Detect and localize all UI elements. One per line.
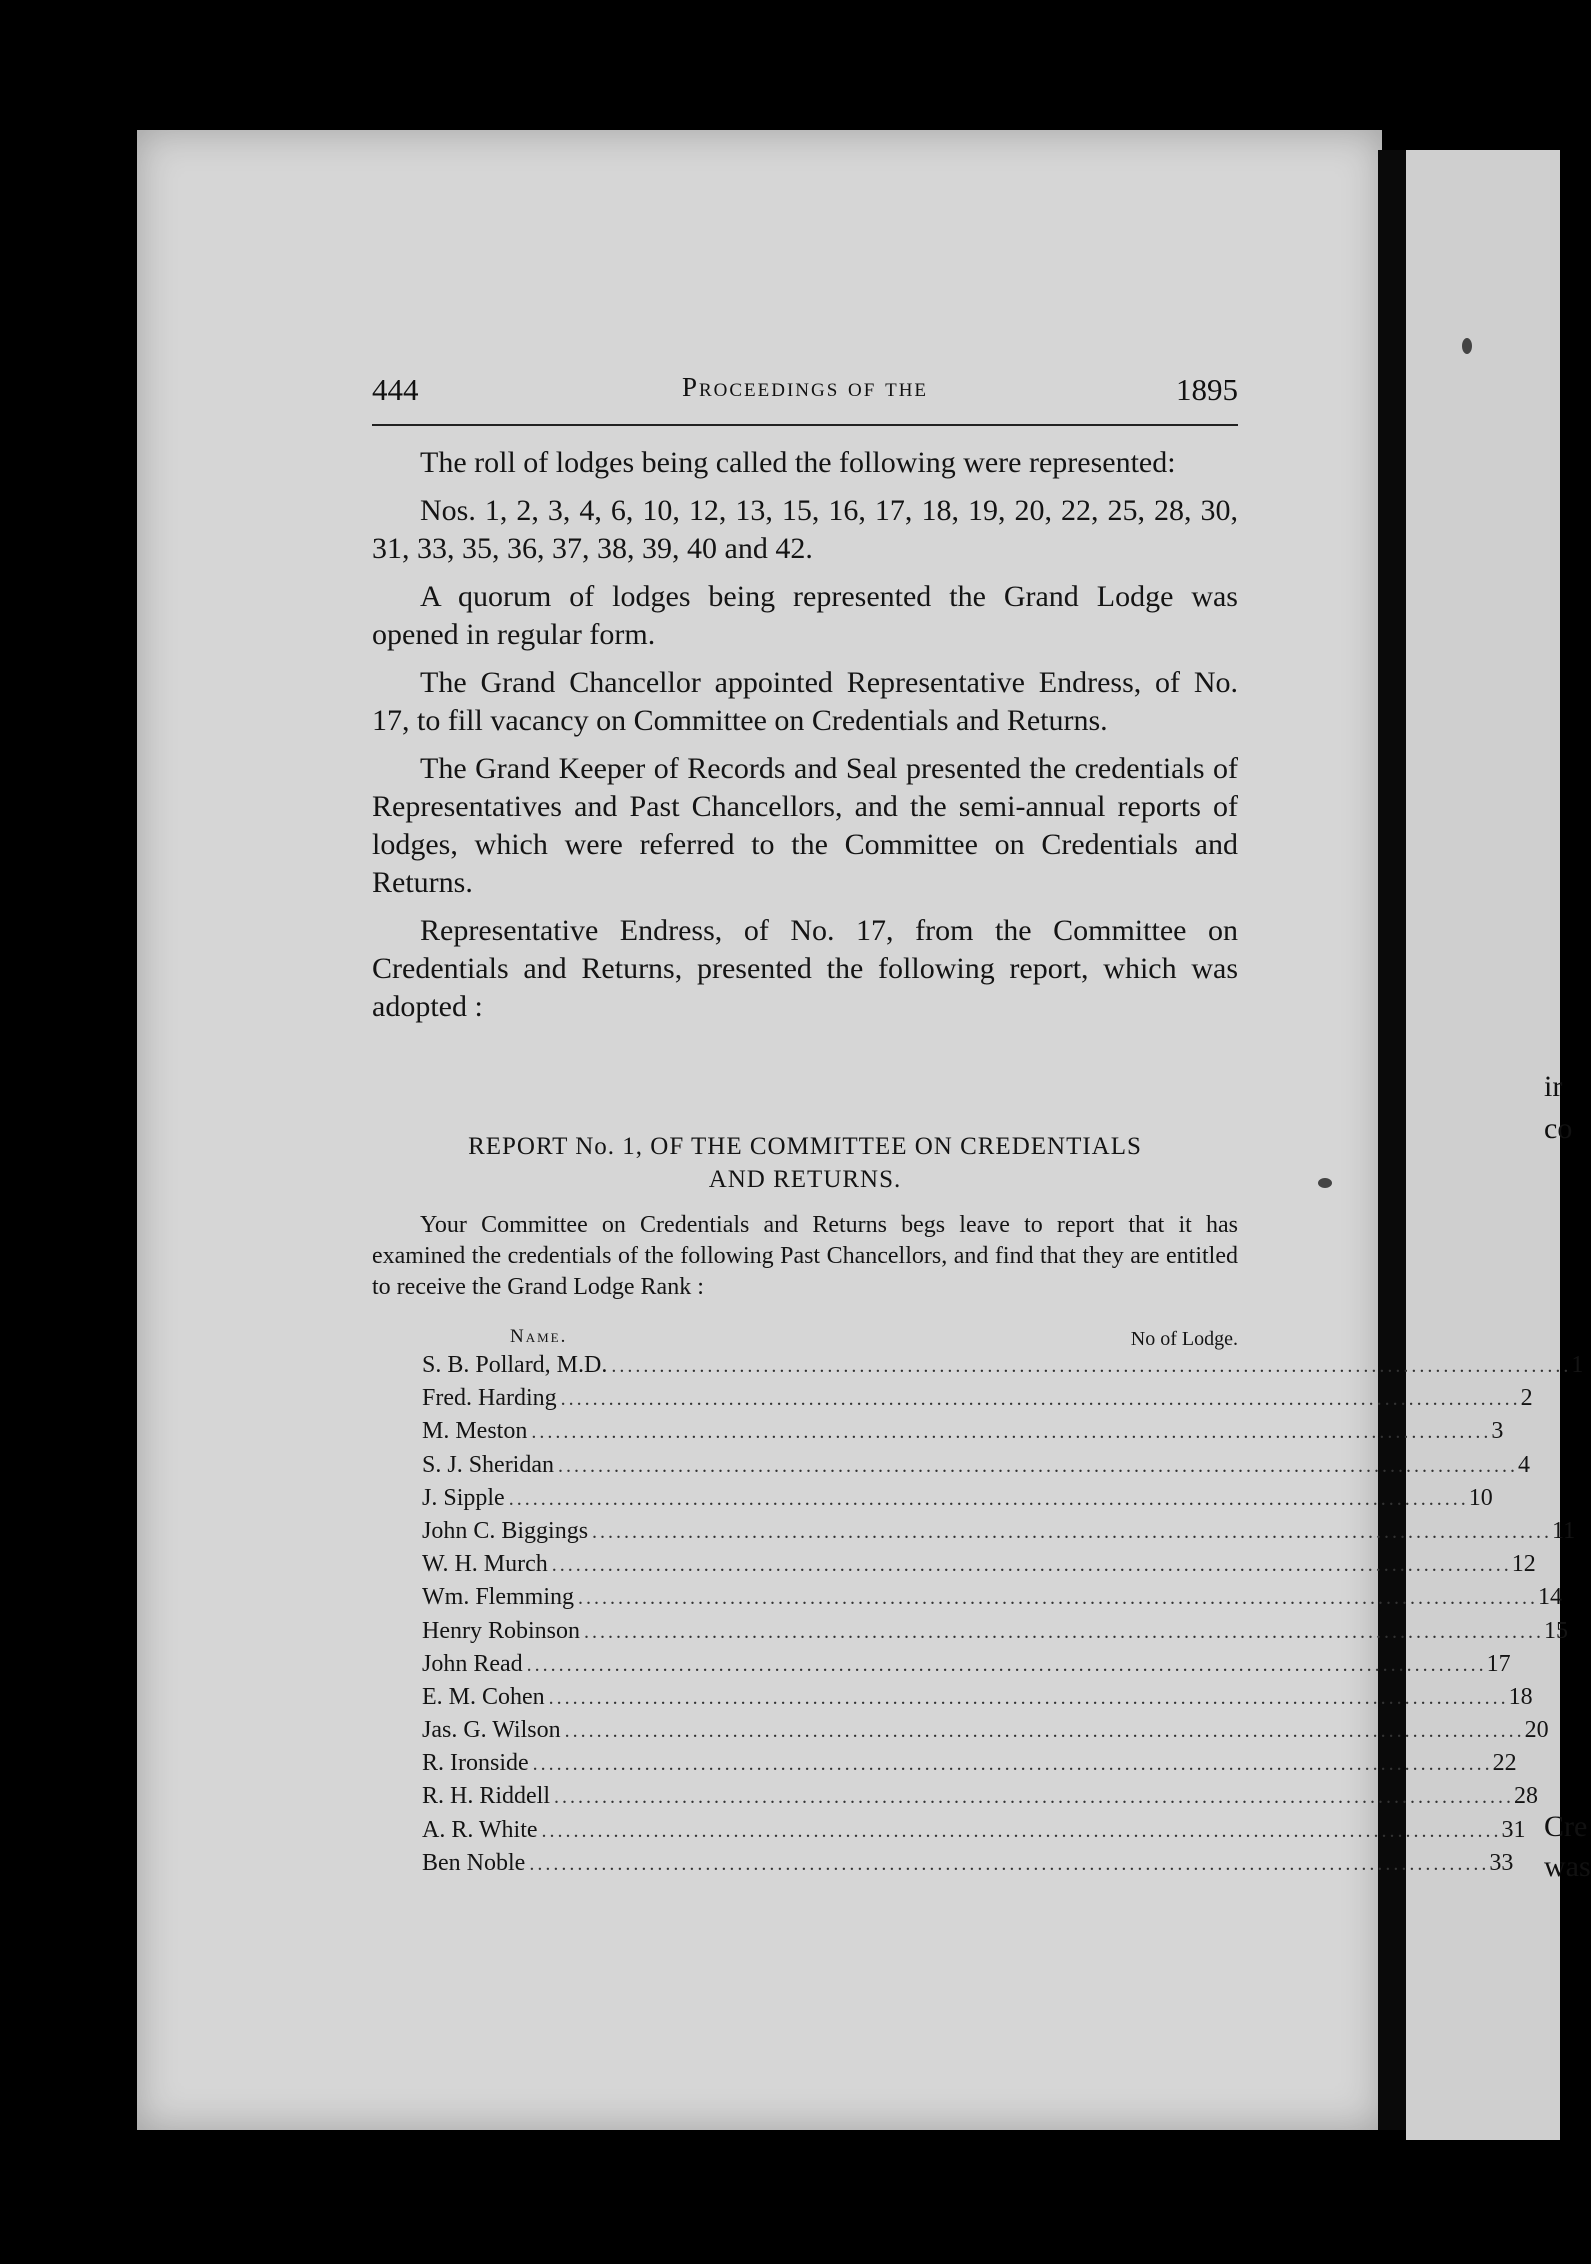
chancellor-name: R. Ironside [422, 1750, 529, 1777]
dot-leader: ........................................................................................................................ [592, 1520, 1553, 1543]
ink-blot [1462, 338, 1472, 354]
lodge-number: 3 [1491, 1418, 1504, 1445]
chancellor-name: J. Sipple [422, 1484, 505, 1511]
chancellor-name: Jas. G. Wilson [422, 1717, 561, 1744]
lodge-number: 4 [1518, 1451, 1530, 1478]
body-text [372, 444, 1238, 1036]
dot-leader: ........................................................................................................................ [560, 1388, 1521, 1411]
chancellor-name: Henry Robinson [422, 1617, 580, 1644]
paragraph: The roll of lodges being called the following were represented: [420, 446, 1176, 479]
chancellor-name: John Read [422, 1650, 523, 1677]
chancellor-name: M. Meston [422, 1418, 528, 1445]
chancellor-name: E. M. Cohen [422, 1683, 545, 1710]
chancellor-name: S. J. Sheridan [422, 1451, 554, 1478]
dot-leader: ........................................................................................................................ [531, 1421, 1492, 1444]
dot-leader: ........................................................................................................................ [564, 1720, 1525, 1743]
paragraph: The Grand Chancellor appointed Representative Endress, of No. 17, to fill vacancy on Committee on Credentials and Returns. [372, 666, 1238, 737]
table-row [372, 1584, 1562, 1617]
facing-page-fragment: was [1544, 1850, 1591, 1883]
table-row [372, 1783, 1539, 1816]
dot-leader: ........................................................................................................................ [578, 1587, 1538, 1610]
lodge-number: 10 [1468, 1484, 1493, 1511]
table-row [372, 1849, 1514, 1883]
report-title-line: REPORT No. 1, OF THE COMMITTEE ON CREDENTIALS [468, 1133, 1142, 1160]
chancellor-name: A. R. White [422, 1816, 538, 1843]
running-header [372, 372, 1238, 420]
dot-leader: ........................................................................................................................ [558, 1454, 1518, 1477]
report-heading [372, 1130, 1238, 1196]
dot-leader: ........................................................................................................................ [532, 1753, 1493, 1776]
chancellor-name: Fred. Harding [422, 1385, 557, 1412]
chancellor-name: W. H. Murch [422, 1551, 548, 1578]
dot-leader: ........................................................................................................................ [526, 1653, 1487, 1676]
table-row [372, 1816, 1526, 1850]
lodge-number: 14 [1538, 1584, 1562, 1611]
report-title-line: AND RETURNS. [708, 1166, 902, 1193]
column-header-name: Name. [510, 1326, 568, 1347]
lodge-number: 15 [1544, 1617, 1568, 1644]
table-row [372, 1451, 1530, 1485]
paragraph: Representative Endress, of No. 17, from the Committee on Credentials and Returns, presented the following report, which was adopted : [372, 914, 1238, 1023]
dot-leader: ........................................................................................................................ [551, 1554, 1512, 1577]
paragraph: The Grand Keeper of Records and Seal presented the credentials of Representatives and Past Chancellors, and the semi-annual reports of lodges, which were referred to the Committee on Credentials and Returns. [372, 752, 1238, 899]
lodge-number: 18 [1508, 1683, 1533, 1710]
table-row [372, 1717, 1549, 1750]
dot-leader: ........................................................................................................................ [548, 1686, 1509, 1709]
lodge-number: 1 [1571, 1352, 1584, 1378]
facing-page-fragment: Cre [1544, 1810, 1588, 1843]
dot-leader: ........................................................................................................................ [554, 1786, 1515, 1809]
chancellor-name: Ben Noble [422, 1849, 526, 1876]
table-row [372, 1385, 1533, 1418]
table-row [372, 1551, 1536, 1584]
table-row [372, 1750, 1517, 1783]
facing-page-fragment: ir [1544, 1070, 1563, 1103]
ink-blot [1318, 1178, 1332, 1188]
table-header [372, 1322, 1238, 1352]
header-rule [372, 424, 1238, 426]
lodge-number: 20 [1524, 1717, 1549, 1744]
lodge-number: 33 [1489, 1849, 1514, 1876]
lodge-number: 22 [1492, 1750, 1517, 1777]
column-header-lodge: No of Lodge. [1130, 1328, 1238, 1350]
chancellor-name: R. H. Riddell [422, 1783, 551, 1810]
table-row [372, 1683, 1533, 1717]
running-title: Proceedings of the [681, 372, 929, 402]
lodge-number: 12 [1511, 1551, 1536, 1578]
dot-leader: ........................................................................................................................ [529, 1852, 1490, 1875]
table-row [372, 1352, 1584, 1385]
chancellor-name: S. B. Pollard, M.D. [422, 1352, 608, 1378]
table-row [372, 1517, 1576, 1551]
paragraph: Nos. 1, 2, 3, 4, 6, 10, 12, 13, 15, 16, 17, 18, 19, 20, 22, 25, 28, 30, 31, 33, 35, 36, 37, 38, 39, 40 and 42. [372, 494, 1238, 565]
paragraph: A quorum of lodges being represented the Grand Lodge was opened in regular form. [372, 580, 1238, 651]
lodge-number: 11 [1552, 1517, 1576, 1544]
table-row [372, 1650, 1511, 1684]
facing-page-fragment: co [1544, 1112, 1573, 1145]
dot-leader: ........................................................................................................................ [611, 1355, 1572, 1377]
report-intro [372, 1210, 1238, 1303]
header-year: 1895 [1176, 372, 1238, 407]
report-intro-text: Your Committee on Credentials and Returns begs leave to report that it has examined the credentials of the following Past Chancellors, and find that they are entitled to receive the Grand Lodge Rank : [372, 1212, 1238, 1300]
table-row [372, 1617, 1568, 1651]
lodge-number: 2 [1520, 1385, 1533, 1412]
dot-leader: ........................................................................................................................ [584, 1620, 1544, 1643]
lodge-number: 17 [1486, 1650, 1511, 1677]
table-row [372, 1418, 1504, 1451]
page-number: 444 [372, 372, 419, 407]
chancellor-name: John C. Biggings [422, 1517, 589, 1544]
dot-leader: ........................................................................................................................ [541, 1819, 1502, 1842]
dot-leader: ........................................................................................................................ [508, 1487, 1469, 1510]
chancellor-name: Wm. Flemming [422, 1584, 574, 1611]
lodge-number: 28 [1514, 1783, 1539, 1810]
lodge-number: 31 [1501, 1816, 1526, 1843]
table-row [372, 1484, 1493, 1518]
